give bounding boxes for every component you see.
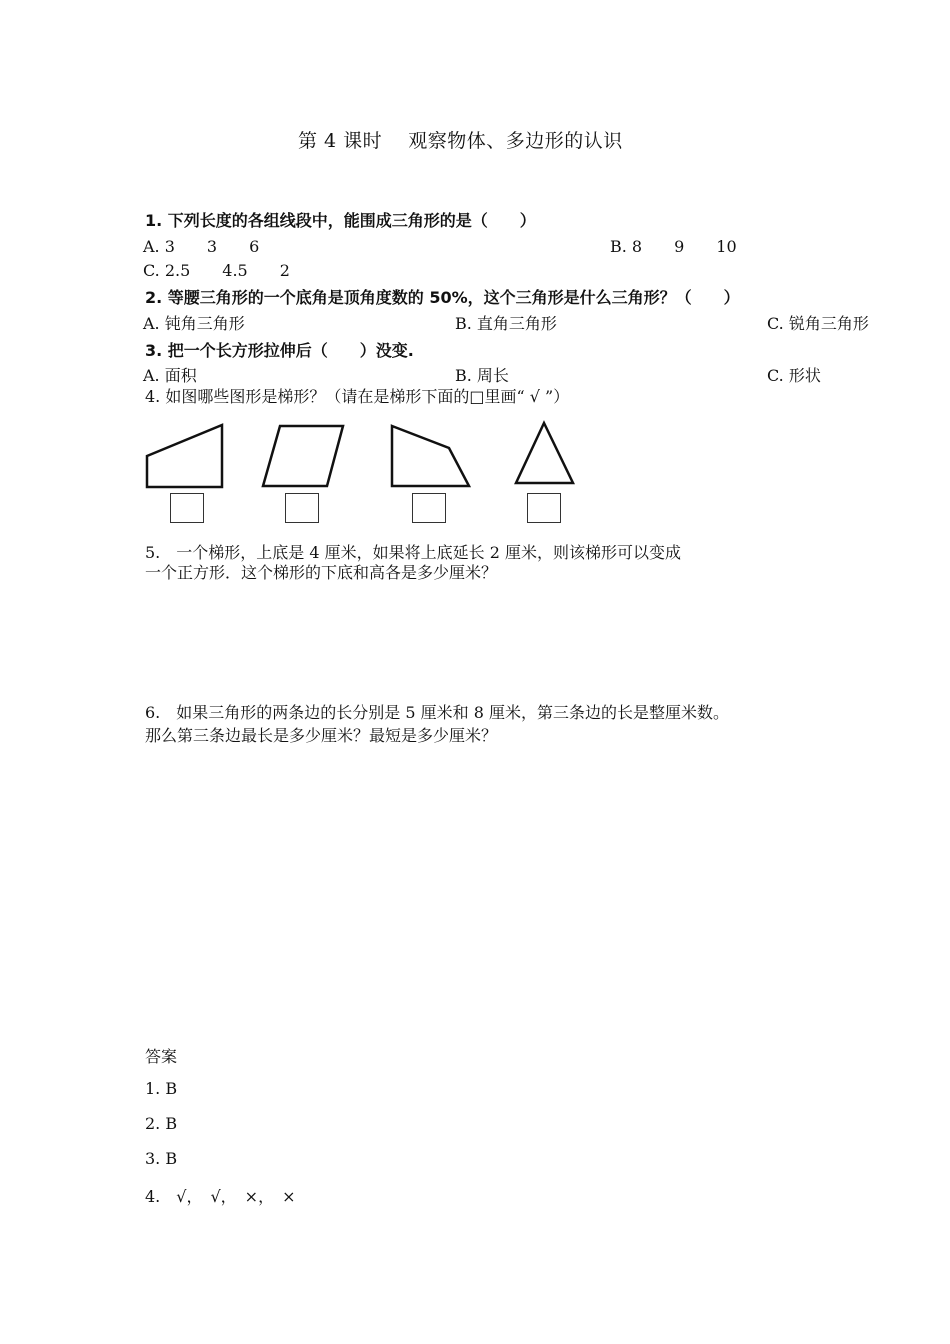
question-6-line-1: 6. 如果三角形的两条边的长分别是 5 厘米和 8 厘米，第三条边的长是整厘米数。 (145, 703, 729, 722)
trapezoid-figure-1 (0, 0, 950, 540)
question-2-option-b: B. 直角三角形 (455, 314, 557, 333)
question-4-stem: 4. 如图哪些图形是梯形？（请在是梯形下面的□里画“ √ ”） (145, 387, 570, 406)
answer-checkbox-2[interactable] (285, 493, 319, 523)
answer-item: 2. B (145, 1114, 178, 1133)
question-2-option-a: A. 钝角三角形 (143, 314, 245, 333)
question-5-line-1: 5. 一个梯形，上底是 4 厘米，如果将上底延长 2 厘米，则该梯形可以变成 (145, 543, 681, 562)
question-1-stem: 1. 下列长度的各组线段中，能围成三角形的是（ ） (145, 211, 536, 230)
shape-parallelogram (263, 426, 343, 486)
page-title: 第 4 课时 观察物体、多边形的认识 (298, 130, 623, 152)
answer-item: 1. B (145, 1079, 178, 1098)
question-3-option-a: A. 面积 (143, 366, 197, 385)
question-5-line-2: 一个正方形．这个梯形的下底和高各是多少厘米？ (145, 563, 498, 582)
answer-checkbox-3[interactable] (412, 493, 446, 523)
answer-item: 4. √， √， ×， × (145, 1187, 296, 1206)
shape-right-trapezoid (147, 425, 222, 487)
question-1-option-b: B. 8 9 10 (610, 237, 737, 256)
shape-quadrilateral (392, 426, 469, 486)
question-3-stem: 3. 把一个长方形拉伸后（ ）没变. (145, 341, 414, 360)
question-2-stem: 2. 等腰三角形的一个底角是顶角度数的 50%，这个三角形是什么三角形？（ ） (145, 288, 740, 307)
question-1-option-c: C. 2.5 4.5 2 (143, 261, 290, 280)
shape-triangle (516, 423, 573, 483)
answer-checkbox-4[interactable] (527, 493, 561, 523)
question-3-option-b: B. 周长 (455, 366, 509, 385)
question-6-line-2: 那么第三条边最长是多少厘米？最短是多少厘米？ (145, 726, 498, 745)
answer-item: 3. B (145, 1149, 178, 1168)
question-3-option-c: C. 形状 (767, 366, 821, 385)
answer-checkbox-1[interactable] (170, 493, 204, 523)
question-2-option-c: C. 锐角三角形 (767, 314, 869, 333)
answers-heading: 答案 (145, 1047, 178, 1066)
question-1-option-a: A. 3 3 6 (143, 237, 260, 256)
